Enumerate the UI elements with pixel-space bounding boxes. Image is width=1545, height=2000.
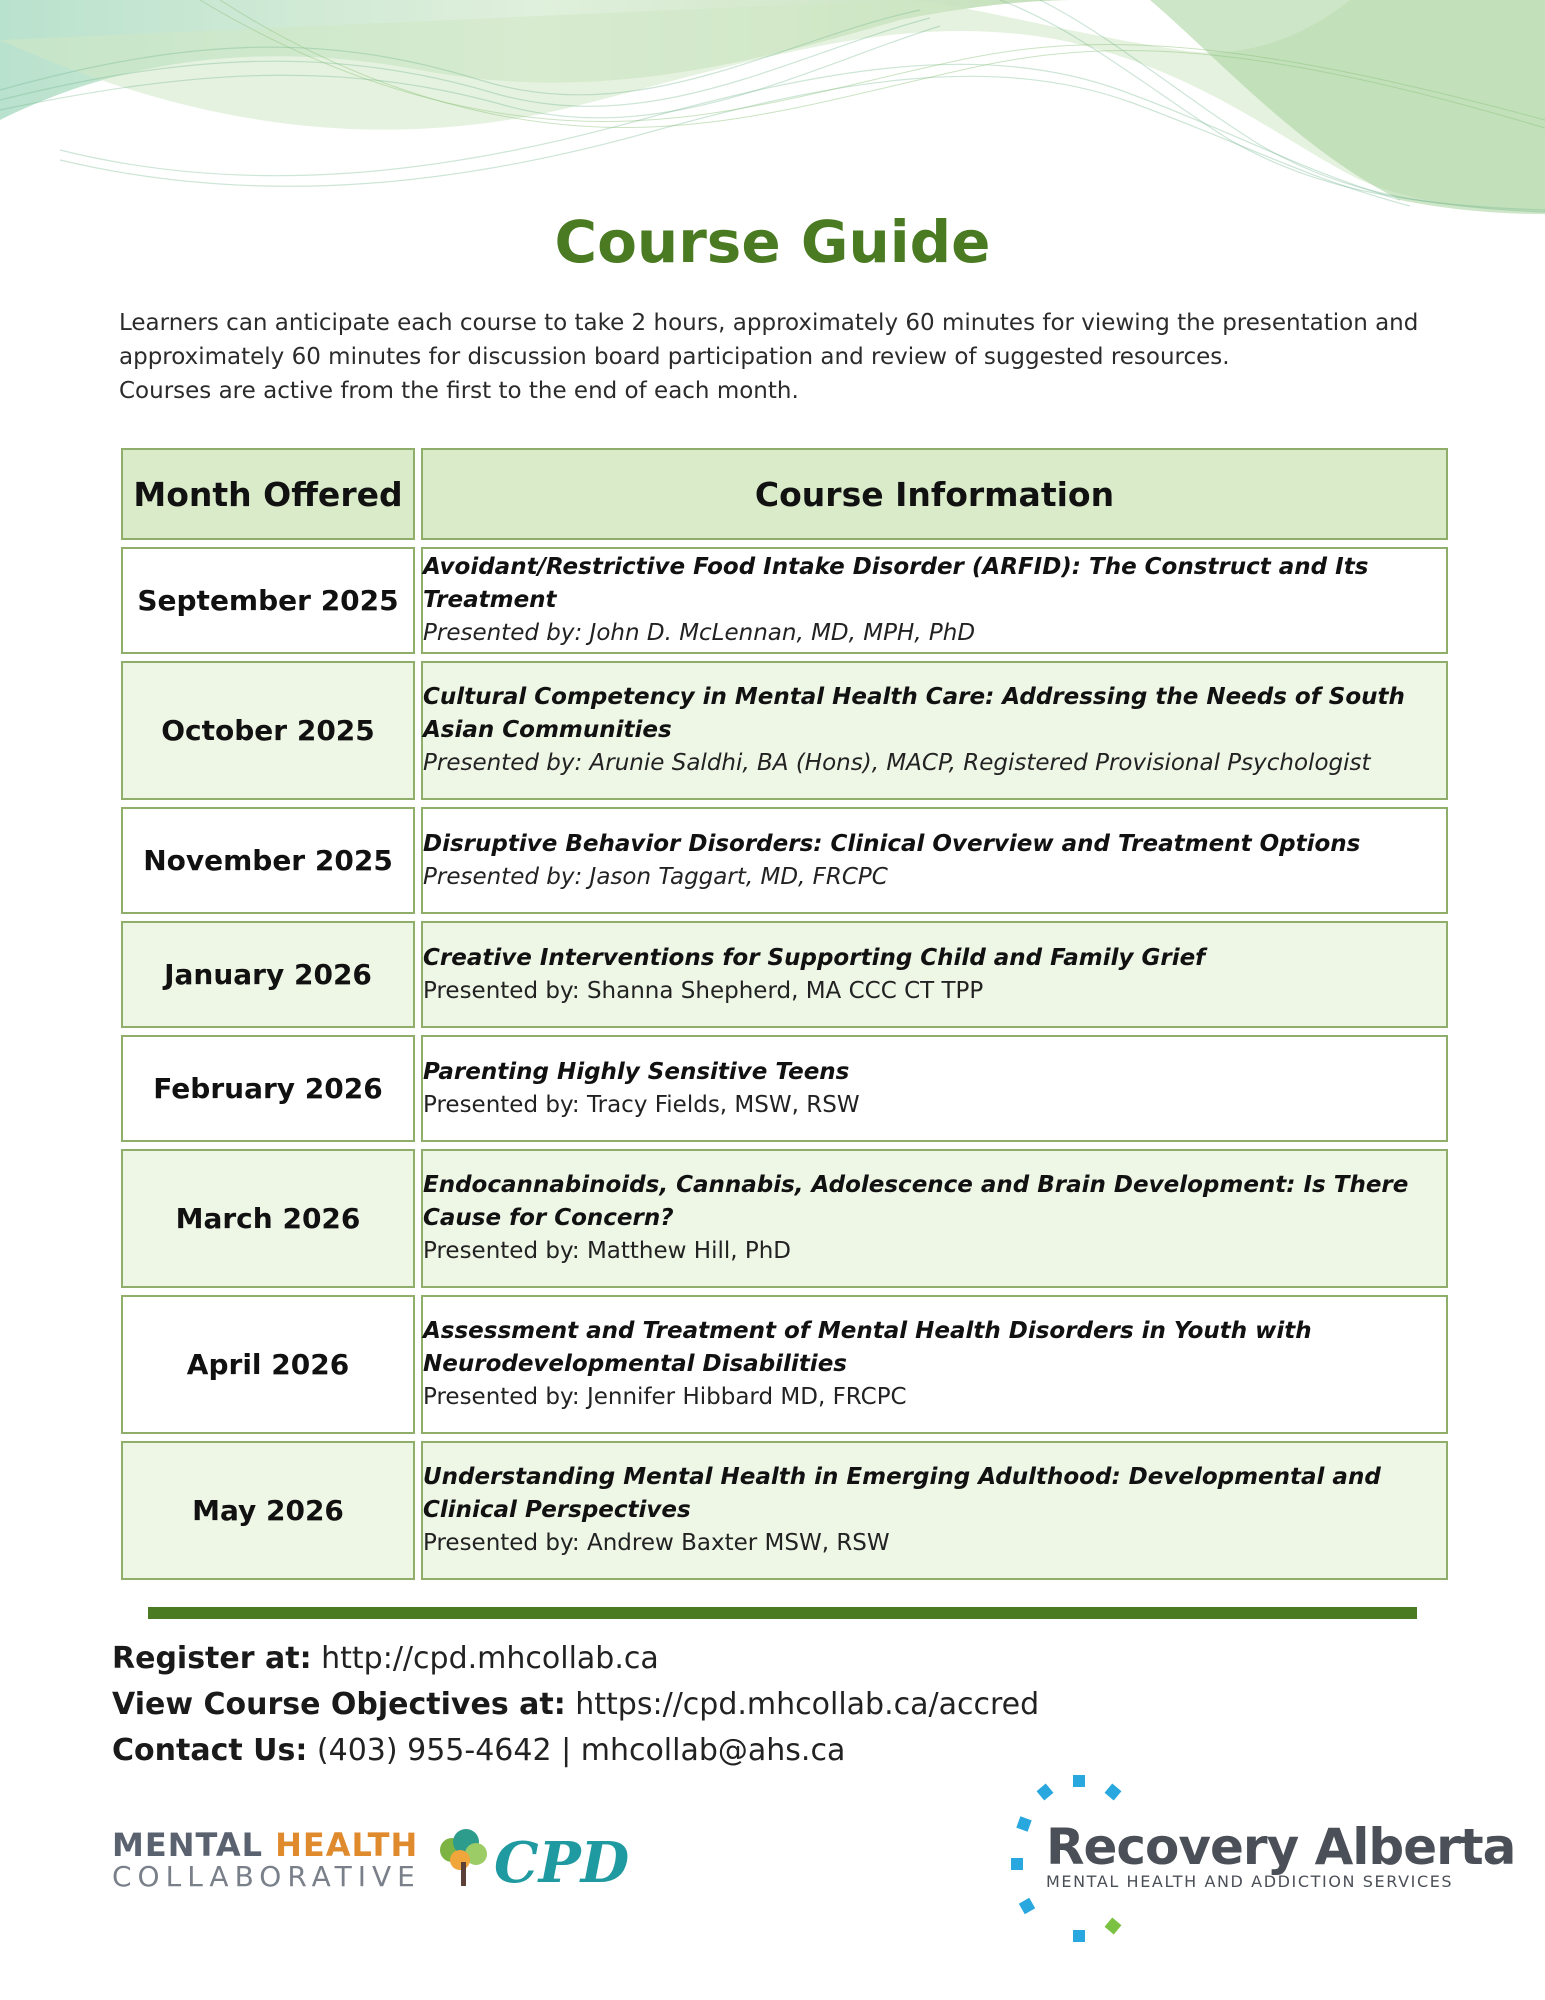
- month-cell: September 2025: [121, 547, 415, 654]
- table-row: [121, 1035, 1448, 1142]
- course-info-cell: [421, 1035, 1448, 1142]
- course-title: Understanding Mental Health in Emerging Adulthood: Developmental and Clinical Perspectives: [423, 1464, 1381, 1523]
- contact-label: Contact Us:: [112, 1733, 308, 1768]
- intro-line: Learners can anticipate each course to take 2 hours, approximately 60 minutes for viewing the presentation and: [119, 310, 1419, 336]
- objectives-line: [112, 1682, 1039, 1728]
- recovery-alberta-subtitle: MENTAL HEALTH AND ADDICTION SERVICES: [1046, 1872, 1454, 1891]
- cpd-text: CPD: [494, 1830, 630, 1896]
- course-title: Assessment and Treatment of Mental Health Disorders in Youth with Neurodevelopmental Disabilities: [423, 1318, 1312, 1377]
- course-presenter: Presented by: Jason Taggart, MD, FRCPC: [423, 863, 888, 890]
- recovery-alberta-name: Recovery Alberta: [1046, 1818, 1516, 1876]
- recovery-alberta-logo: [1046, 1818, 1515, 1891]
- course-info-cell: [421, 807, 1448, 914]
- table-row: [121, 1295, 1448, 1434]
- course-title: Creative Interventions for Supporting Child and Family Grief: [423, 944, 1206, 971]
- month-cell: March 2026: [121, 1149, 415, 1288]
- month-cell: May 2026: [121, 1441, 415, 1580]
- course-title: Avoidant/Restrictive Food Intake Disorder (ARFID): The Construct and Its Treatment: [423, 554, 1369, 613]
- course-info-cell: [421, 1441, 1448, 1580]
- month-cell: October 2025: [121, 661, 415, 800]
- objectives-link[interactable]: https://cpd.mhcollab.ca/accred: [575, 1687, 1040, 1722]
- objectives-label: View Course Objectives at:: [112, 1687, 566, 1722]
- mhc-word-health: HEALTH: [275, 1826, 419, 1864]
- register-label: Register at:: [112, 1641, 312, 1676]
- register-link[interactable]: http://cpd.mhcollab.ca: [321, 1641, 659, 1676]
- mhc-word-collaborative: COLLABORATIVE: [112, 1860, 421, 1893]
- month-cell: November 2025: [121, 807, 415, 914]
- course-presenter: Presented by: Jennifer Hibbard MD, FRCPC: [423, 1384, 907, 1410]
- table-row: [121, 661, 1448, 800]
- course-title: Endocannabinoids, Cannabis, Adolescence and Brain Development: Is There Cause for Concern?: [423, 1172, 1409, 1231]
- course-title: Cultural Competency in Mental Health Care: Addressing the Needs of South Asian Communities: [423, 684, 1405, 743]
- month-cell: April 2026: [121, 1295, 415, 1434]
- course-info-cell: [421, 1295, 1448, 1434]
- header-month-offered: Month Offered: [121, 448, 415, 540]
- course-info-cell: [421, 921, 1448, 1028]
- course-info-cell: [421, 547, 1448, 654]
- table-header-row: [121, 448, 1448, 540]
- course-info-cell: [421, 1149, 1448, 1288]
- course-presenter: Presented by: Tracy Fields, MSW, RSW: [423, 1091, 860, 1118]
- mhc-word-mental: MENTAL: [112, 1826, 263, 1864]
- course-presenter: Presented by: Matthew Hill, PhD: [423, 1238, 792, 1264]
- intro-text: [119, 306, 1459, 408]
- table-row: [121, 547, 1448, 654]
- month-cell: January 2026: [121, 921, 415, 1028]
- intro-line: approximately 60 minutes for discussion board participation and review of suggested resources.: [119, 344, 1230, 370]
- divider-rule: [148, 1607, 1417, 1619]
- register-line: [112, 1636, 1039, 1682]
- course-info-cell: [421, 661, 1448, 800]
- contact-block: [112, 1636, 1039, 1774]
- course-title: Parenting Highly Sensitive Teens: [423, 1058, 850, 1085]
- intro-line: Courses are active from the first to the end of each month.: [119, 378, 799, 404]
- contact-value[interactable]: (403) 955-4642 | mhcollab@ahs.ca: [316, 1733, 846, 1768]
- table-row: [121, 1441, 1448, 1580]
- decorative-wave-banner: [0, 0, 1545, 215]
- table-row: [121, 921, 1448, 1028]
- course-presenter: Presented by: Andrew Baxter MSW, RSW: [423, 1530, 890, 1556]
- course-presenter: Presented by: Arunie Saldhi, BA (Hons), MACP, Registered Provisional Psychologist: [423, 750, 1371, 776]
- contact-line: [112, 1728, 1039, 1774]
- table-row: [121, 807, 1448, 914]
- course-title: Disruptive Behavior Disorders: Clinical Overview and Treatment Options: [423, 830, 1361, 857]
- tree-icon: [440, 1829, 487, 1886]
- mental-health-collaborative-logo: [112, 1826, 421, 1893]
- month-cell: February 2026: [121, 1035, 415, 1142]
- page-title: Course Guide: [554, 208, 991, 276]
- cpd-logo: [432, 1820, 672, 1900]
- course-table: [115, 441, 1454, 1587]
- course-presenter: Presented by: John D. McLennan, MD, MPH, PhD: [423, 620, 976, 646]
- header-course-information: Course Information: [421, 448, 1448, 540]
- table-row: [121, 1149, 1448, 1288]
- course-presenter: Presented by: Shanna Shepherd, MA CCC CT TPP: [423, 977, 984, 1004]
